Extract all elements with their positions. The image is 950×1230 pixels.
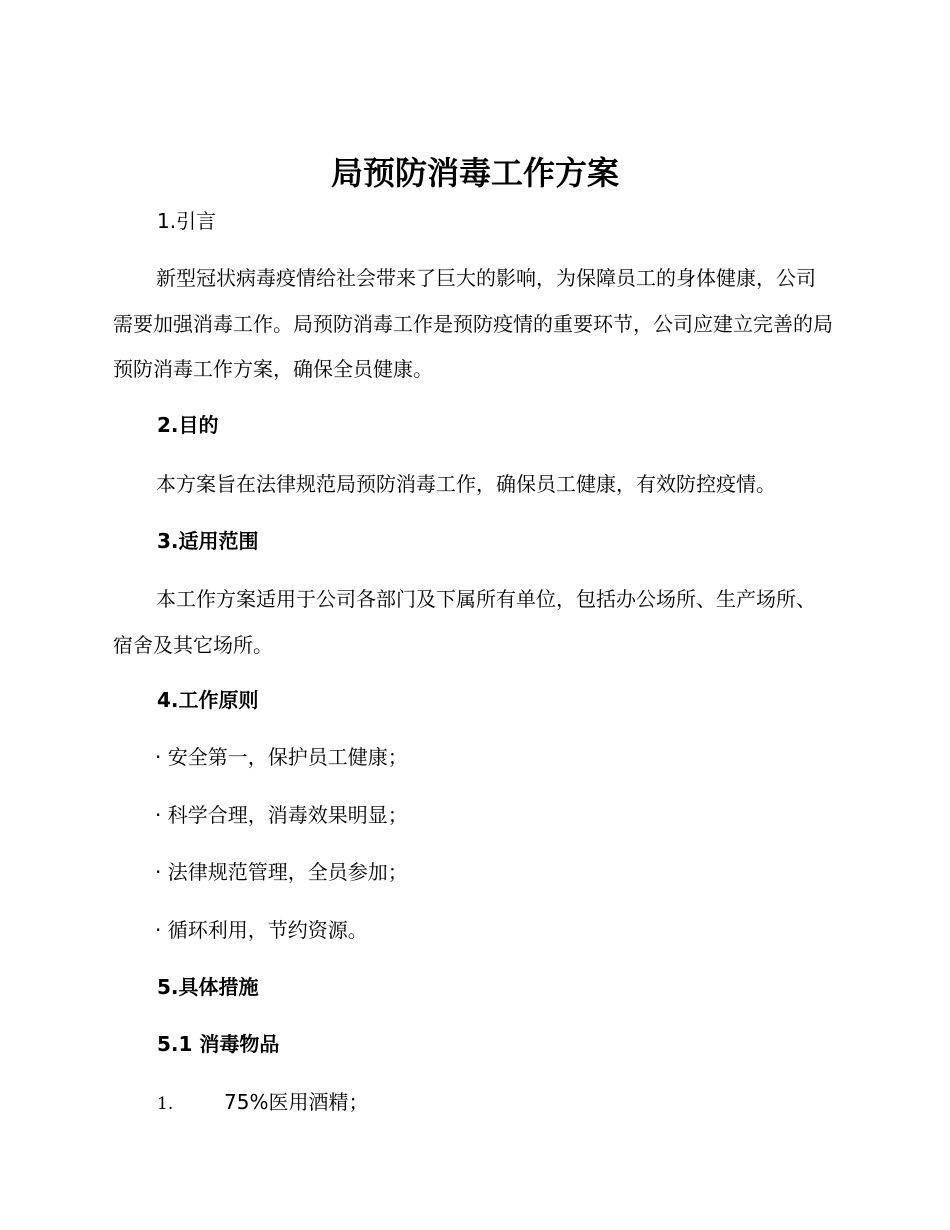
section-body-purpose: 本方案旨在法律规范局预防消毒工作，确保员工健康，有效防控疫情。: [156, 472, 776, 496]
principle-item: · 循环利用，节约资源。: [155, 918, 368, 942]
section-body-scope: 本工作方案适用于公司各部门及下属所有单位，包括办公场所、生产场所、宿舍及其它场所。: [113, 587, 816, 657]
section-heading-measures: 5.具体措施: [157, 975, 259, 999]
list-item-text: 75%医用酒精；: [224, 1090, 369, 1114]
principle-item: · 科学合理，消毒效果明显；: [155, 803, 408, 827]
section-heading-purpose: 2.目的: [157, 413, 219, 437]
list-item-number: 1.: [157, 1094, 174, 1114]
section-heading-scope: 3.适用范围: [157, 529, 259, 553]
document-title: 局预防消毒工作方案: [330, 154, 619, 192]
section-heading-principles: 4.工作原则: [157, 688, 259, 712]
section-heading-intro: 1.引言: [157, 209, 217, 233]
principle-item: · 法律规范管理，全员参加；: [155, 860, 408, 884]
section-body-intro: 新型冠状病毒疫情给社会带来了巨大的影响，为保障员工的身体健康，公司需要加强消毒工作。局预防消毒工作是预防疫情的重要环节，公司应建立完善的局预防消毒工作方案，确保全员健康。: [113, 266, 833, 381]
subsection-heading-disinfectants: 5.1 消毒物品: [157, 1032, 280, 1056]
disinfectant-list-item: [157, 1087, 368, 1119]
principle-item: · 安全第一，保护员工健康；: [155, 745, 408, 769]
